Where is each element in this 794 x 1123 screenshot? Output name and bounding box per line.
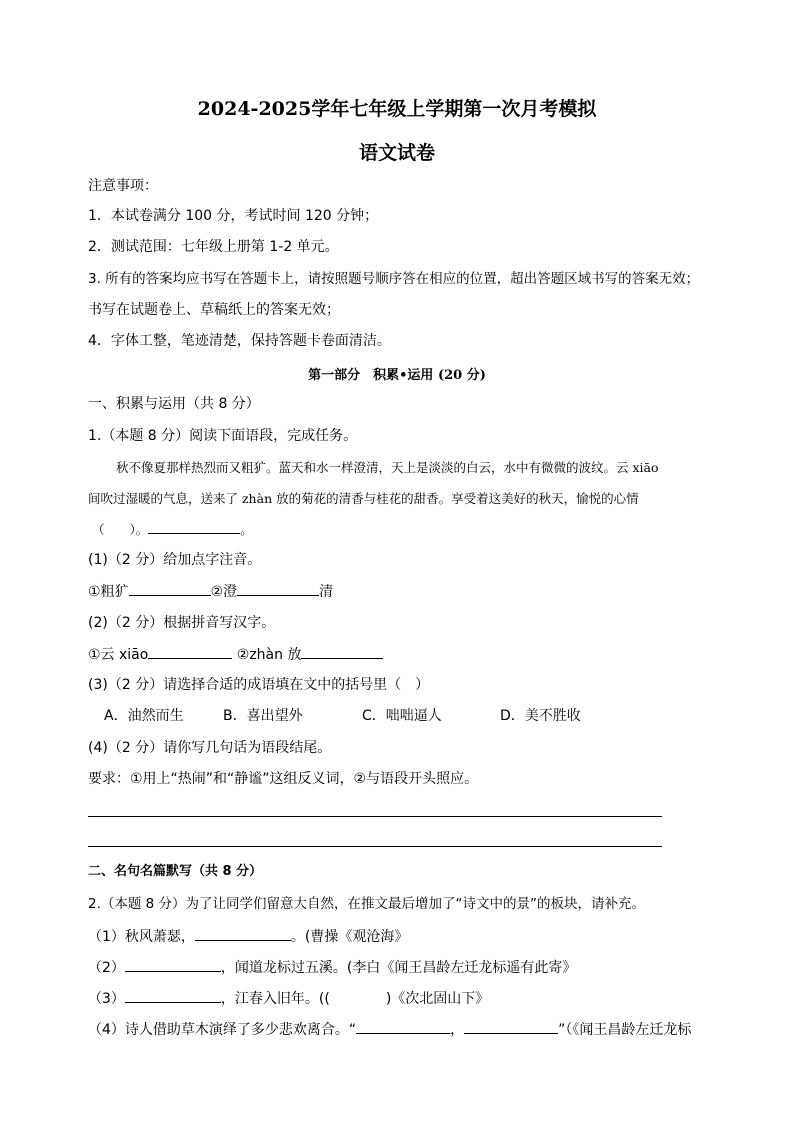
exam-subtitle: 语文试卷: [358, 142, 435, 164]
sub-question-4: (4)（2 分）请你写几句话为语段结尾。: [88, 740, 332, 756]
note-4: 4．字体工整，笔迹清楚，保持答题卡卷面清洁。: [88, 333, 391, 349]
sub-question-2-items: ①云 xiāo ②zhàn 放: [88, 645, 383, 664]
note-3b: 书写在试题卷上、草稿纸上的答案无效；: [88, 302, 340, 318]
options-row: [104, 707, 581, 725]
sub-question-3: (3)（2 分）请选择合适的成语填在文中的括号里（ ）: [88, 677, 430, 693]
recite-1: （1）秋风萧瑟， 。(曹操《观沧海》: [88, 929, 409, 945]
answer-line[interactable]: [88, 816, 662, 817]
answer-blank[interactable]: [464, 1020, 558, 1034]
answer-blank[interactable]: [148, 520, 240, 534]
option-b[interactable]: B．喜出望外: [223, 708, 303, 724]
note-3a: 3. 所有的答案均应书写在答题卡上，请按照题号顺序答在相应的位置，超出答题区域书写的答案无效；: [88, 271, 700, 287]
notes-heading: 注意事项：: [88, 178, 158, 194]
answer-blank[interactable]: [148, 645, 232, 659]
option-d[interactable]: D．美不胜收: [500, 708, 581, 724]
answer-blank[interactable]: [125, 989, 221, 1003]
option-a[interactable]: A．油然而生: [104, 708, 184, 724]
section2-heading: 二、名句名篇默写（共 8 分）: [88, 864, 263, 879]
note-1: 1．本试卷满分 100 分，考试时间 120 分钟；: [88, 208, 379, 224]
passage-line-1: 秋不像夏那样热烈而又粗犷。蓝天和水一样澄清，天上是淡淡的白云，水中有微微的波纹。云 xiāo: [116, 460, 659, 475]
answer-blank[interactable]: [356, 1020, 450, 1034]
recite-3: （3） ，江春入旧年。(( )《次北固山下》: [88, 991, 490, 1007]
sub-question-1: (1)（2 分）给加点字注音。: [88, 552, 262, 568]
section1-heading: 一、积累与运用（共 8 分）: [88, 396, 260, 412]
option-c[interactable]: C．咄咄逼人: [362, 708, 442, 724]
recite-4: （4）诗人借助草木演绎了多少悲欢离合。“ ， ”（《闻王昌龄左迁龙标: [88, 1022, 692, 1038]
part-heading: 第一部分 积累•运用 (20 分): [308, 368, 486, 383]
question-1: 1.（本题 8 分）阅读下面语段，完成任务。: [88, 428, 358, 444]
answer-blank[interactable]: [125, 958, 221, 972]
passage-line-2: 间吹过湿暖的气息，送来了 zhàn 放的菊花的清香与桂花的甜香。享受着这美好的秋天，愉悦的心情: [88, 491, 639, 506]
answer-blank[interactable]: [129, 582, 211, 596]
answer-blank[interactable]: [301, 645, 383, 659]
question-2: 2.（本题 8 分）为了让同学们留意大自然，在推文最后增加了“诗文中的景”的板块，请补充。: [88, 896, 646, 912]
answer-blank[interactable]: [195, 927, 291, 941]
answer-blank[interactable]: [237, 582, 319, 596]
answer-line[interactable]: [88, 846, 662, 847]
paren-blank: （ ）。: [92, 522, 149, 537]
recite-2: （2） ，闻道龙标过五溪。(李白《闻王昌龄左迁龙标遥有此寄》: [88, 960, 577, 976]
exam-title: 2024-2025学年七年级上学期第一次月考模拟: [197, 98, 597, 120]
passage-line-3: （ ）。 。: [92, 522, 253, 537]
requirement: 要求：①用上“热闹”和“静谧”这组反义词，②与语段开头照应。: [88, 771, 479, 787]
note-2: 2．测试范围：七年级上册第 1-2 单元。: [88, 239, 339, 255]
sub-question-1-items: ①粗犷 ②澄 清: [88, 584, 334, 600]
sub-question-2: (2)（2 分）根据拼音写汉字。: [88, 615, 276, 631]
